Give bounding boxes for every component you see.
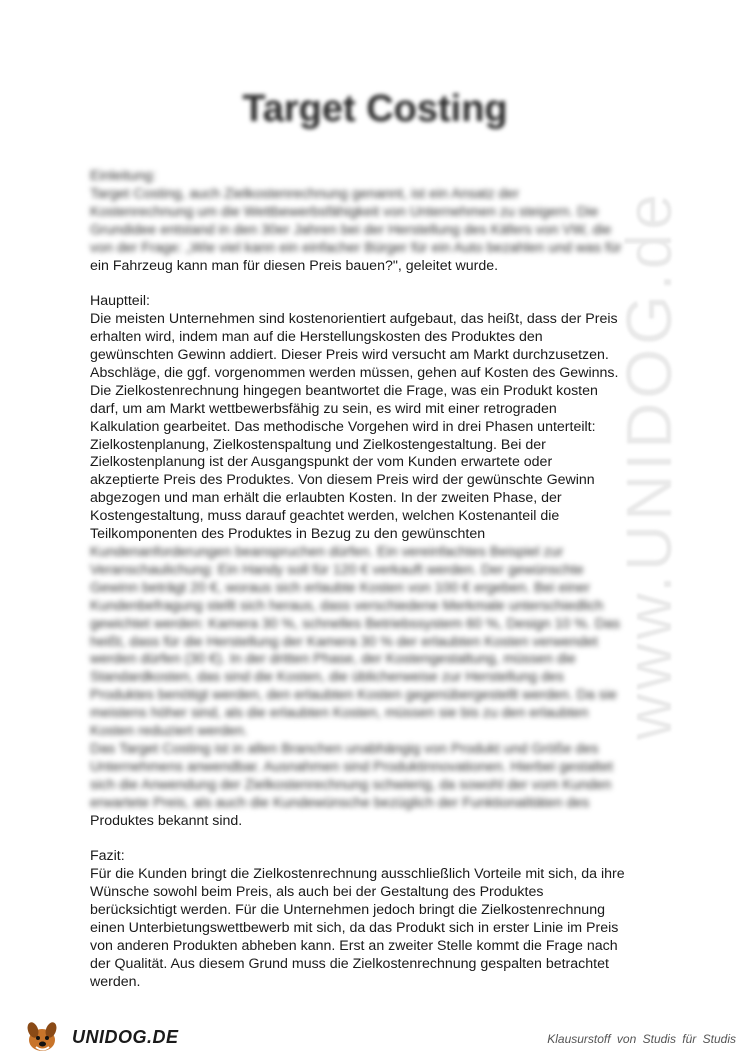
text-line: Veranschaulichung: Ein Handy soll für 120 € verkauft werden. Der gewünschte xyxy=(90,561,584,578)
main-heading: Hauptteil: xyxy=(90,293,150,310)
text-line: Einleitung: xyxy=(90,168,157,184)
conclusion-heading: Fazit: xyxy=(90,848,125,865)
text-line: akzeptierte Preis des Produktes. Von diesem Preis wird der gewünschte Gewinn xyxy=(90,472,595,489)
document-body xyxy=(90,168,670,992)
text-line: Kalkulation gearbeitet. Das methodische Vorgehen wird in drei Phasen unterteilt: xyxy=(90,418,596,435)
text-line: Kundenanforderungen beanspruchen dürfen. Ein vereinfachtes Beispiel zur xyxy=(90,544,564,561)
text-line: Zielkostenplanung, Zielkostenspaltung und Zielkostengestaltung. Bei der xyxy=(90,436,546,453)
text-line: meistens höher sind, als die erlaubten Kosten, müssen sie bis zu den erlaubten xyxy=(90,705,589,722)
text-line: Produktes benötigt werden, den erlaubten Kosten gegenübergestellt werden. Da sie xyxy=(90,687,617,704)
text-line: gewünschten Gewinn addiert. Dieser Preis wird versucht am Markt durchzusetzen. xyxy=(90,347,609,364)
text-line: Target Costing, auch Zielkostenrechnung genannt, ist ein Ansatz der xyxy=(90,185,520,202)
text-line: Wünsche sowohl beim Preis, als auch bei der Gestaltung des Produktes xyxy=(90,884,544,901)
text-line: Produktes bekannt sind. xyxy=(90,812,243,829)
text-line: abgezogen und man erhält die erlaubten Kosten. In der zweiten Phase, der xyxy=(90,490,562,507)
text-line: Standardkosten, das sind die Kosten, die üblicherweise zur Herstellung des xyxy=(90,669,564,686)
text-line: Gewinn beträgt 20 €, woraus sich erlaubte Kosten von 100 € ergeben. Bei einer xyxy=(90,579,591,596)
middle-blurred xyxy=(90,544,670,813)
text-line: gewichtet werden: Kamera 30 %, schnelles Betriebssystem 60 %, Design 10 %. Das xyxy=(90,615,620,632)
text-line: heißt, dass für die Herstellung der Kamera 30 % der erlaubten Kosten verwendet xyxy=(90,633,598,650)
text-line: Zielkostenplanung ist der Ausgangspunkt der vom Kunden erwartete oder xyxy=(90,454,553,471)
text-line: erhalten wird, indem man auf die Herstellungskosten des Produktes den xyxy=(90,329,543,346)
watermark-text: www.UNIDOG.de xyxy=(613,190,685,740)
text-line: ein Fahrzeug kann man für diesen Preis bauen?", geleitet wurde. xyxy=(90,257,499,274)
text-line: berücksichtigt werden. Für die Unternehmen jedoch bringt die Zielkostenrechnung xyxy=(90,902,605,919)
text-line: von anderen Produkten abheben kann. Erst an zweiter Stelle kommt die Frage nach xyxy=(90,937,618,954)
text-line: Kostenrechnung um die Wettbewerbsfähigkeit von Unternehmen zu steigern. Die xyxy=(90,203,599,220)
text-line: Kosten reduziert werden. xyxy=(90,723,248,740)
text-line: der Qualität. Aus diesem Grund muss die Zielkostenrechnung gespalten betrachtet xyxy=(90,955,609,972)
text-line: erwartete Preis, als auch die Kundewünsche bezüglich der Funktionalitäten des xyxy=(90,794,590,811)
text-line: Abschläge, die ggf. vorgenommen werden müssen, gehen auf Kosten des Gewinns. xyxy=(90,364,619,381)
text-line: Das Target Costing ist in allen Branchen unabhängig von Produkt und Größe des xyxy=(90,740,599,757)
text-line: Die meisten Unternehmen sind kostenorientiert aufgebaut, das heißt, dass der Preis xyxy=(90,311,618,328)
text-line: werden. xyxy=(90,973,141,990)
text-line: Kundenbefragung stellt sich heraus, dass verschiedene Merkmale unterschiedlich xyxy=(90,597,604,614)
text-line: Für die Kunden bringt die Zielkostenrechnung ausschließlich Vorteile mit sich, da ihre xyxy=(90,866,625,883)
text-line: Kostengestaltung, muss darauf geachtet werden, welchen Kostenanteil die xyxy=(90,508,560,525)
text-line: darf, um am Markt wettbewerbsfähig zu sein, es wird mit einer retrograden xyxy=(90,400,557,417)
text-line: sich die Anwendung der Zielkostenrechnung schwierig, da sowohl der vom Kunden xyxy=(90,776,612,793)
logo-text: UNIDOG.DE xyxy=(72,1027,179,1047)
text-line: einen Unterbietungswettbewerb mit sich, da das Produkt sich in erster Linie im Preis xyxy=(90,920,619,937)
intro-blurred xyxy=(90,168,670,258)
text-line: Unternehmens anwendbar. Ausnahmen sind Produktinnovationen. Hierbei gestaltet xyxy=(90,758,613,775)
text-line: Teilkomponenten des Produktes in Bezug zu den gewünschten xyxy=(90,526,486,543)
dog-icon xyxy=(22,1016,68,1056)
text-line: werden dürfen (30 €). In der dritten Phase, der Kostengestaltung, müssen die xyxy=(90,651,576,668)
document-title: Target Costing xyxy=(242,88,508,130)
text-line: Die Zielkostenrechnung hingegen beantwortet die Frage, was ein Produkt kosten xyxy=(90,382,598,399)
unidog-logo[interactable] xyxy=(22,1016,179,1056)
text-line: Grundidee entstand in den 30er Jahren bei der Herstellung des Käfers von VW, die xyxy=(90,221,612,238)
footer-tagline: Klausurstoff von Studis für Studis xyxy=(547,1032,736,1046)
text-line: von der Frage: „Wie viel kann ein einfacher Bürger für ein Auto bezahlen und was für xyxy=(90,239,622,256)
